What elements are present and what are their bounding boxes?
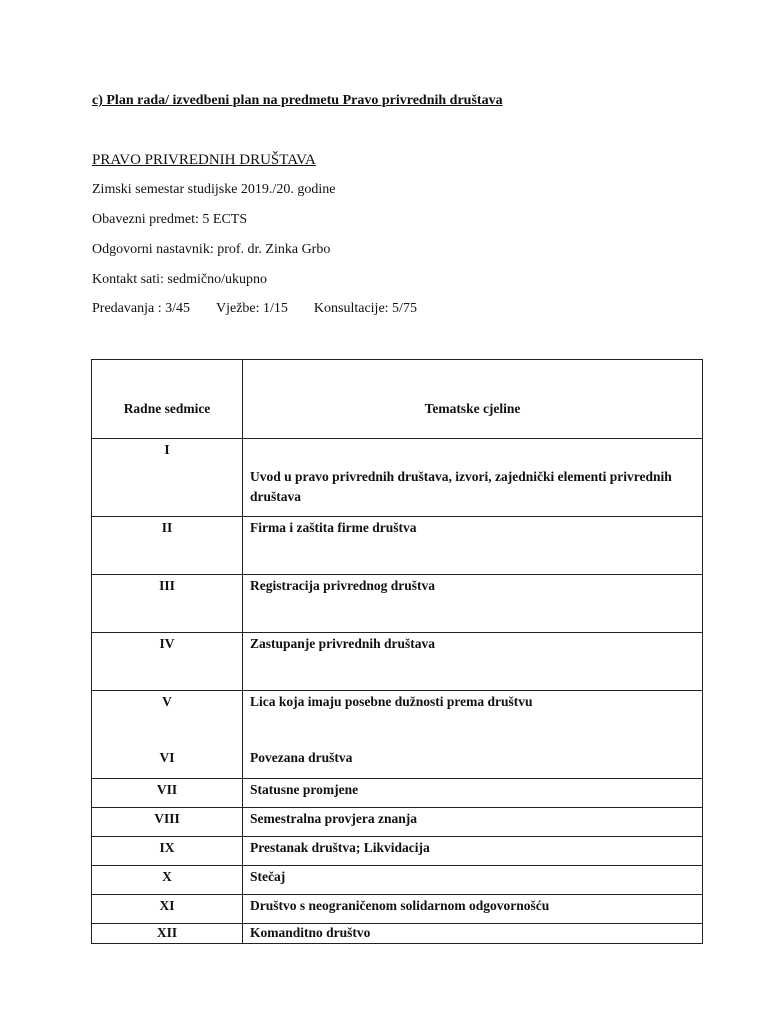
topic-cell: Zastupanje privrednih društava xyxy=(250,636,436,651)
exercises-text: Vježbe: 1/15 xyxy=(215,301,288,316)
topic-cell: Prestanak društva; Likvidacija xyxy=(250,840,430,855)
teacher-line: Odgovorni nastavnik: prof. dr. Zinka Grbo xyxy=(92,242,331,257)
table-row xyxy=(92,779,703,808)
week-cell: IX xyxy=(159,840,175,855)
topic-cell: Lica koja imaju posebne dužnosti prema društvu xyxy=(250,694,533,709)
table-row xyxy=(92,633,703,691)
hours-line xyxy=(92,301,417,317)
week-cell: VIII xyxy=(154,811,180,826)
plan-table xyxy=(91,359,703,944)
topic-cell: Društvo s neograničenom solidarnom odgovornošću xyxy=(250,898,550,913)
lectures-text: Predavanja : 3/45 xyxy=(92,301,190,316)
week-cell: V xyxy=(162,694,172,709)
topic-cell: Statusne promjene xyxy=(250,782,359,797)
table-row xyxy=(92,575,703,633)
topic-cell: Firma i zaštita firme društva xyxy=(250,520,417,535)
week-cell: II xyxy=(161,520,173,535)
topic-cell: Komanditno društvo xyxy=(250,925,371,940)
table-row xyxy=(92,895,703,924)
mandatory-line: Obavezni predmet: 5 ECTS xyxy=(92,212,248,227)
semester-line: Zimski semestar studijske 2019./20. godine xyxy=(92,182,336,197)
table-row xyxy=(92,837,703,866)
topic-cell: Uvod u pravo privrednih društava, izvori, zajednički elementi privrednih društava xyxy=(250,469,672,504)
header-weeks: Radne sedmice xyxy=(92,360,243,439)
contact-hours-line: Kontakt sati: sedmično/ukupno xyxy=(92,272,267,287)
table-row xyxy=(92,924,703,944)
topic-cell: Stečaj xyxy=(250,869,286,884)
week-cell: XI xyxy=(159,898,175,913)
week-cell: III xyxy=(159,578,175,593)
week-cell: VI xyxy=(159,750,175,765)
week-cell: XII xyxy=(156,925,178,940)
table-row xyxy=(92,691,703,779)
topic-cell: Registracija privrednog društva xyxy=(250,578,435,593)
consultations-text: Konsultacije: 5/75 xyxy=(313,301,417,316)
week-cell: X xyxy=(162,869,172,884)
table-row xyxy=(92,439,703,517)
table-row xyxy=(92,866,703,895)
week-cell: I xyxy=(164,442,170,457)
week-cell: VII xyxy=(156,782,178,797)
section-heading: c) Plan rada/ izvedbeni plan na predmetu Pravo privrednih društava xyxy=(92,93,503,108)
week-cell: IV xyxy=(159,636,175,651)
table-row xyxy=(92,808,703,837)
course-title: PRAVO PRIVREDNIH DRUŠTAVA xyxy=(92,152,316,168)
table-row xyxy=(92,517,703,575)
topic-cell: Povezana društva xyxy=(250,750,353,765)
topic-cell: Semestralna provjera znanja xyxy=(250,811,417,826)
header-topics: Tematske cjeline xyxy=(243,360,703,439)
table-header-row xyxy=(92,360,703,439)
